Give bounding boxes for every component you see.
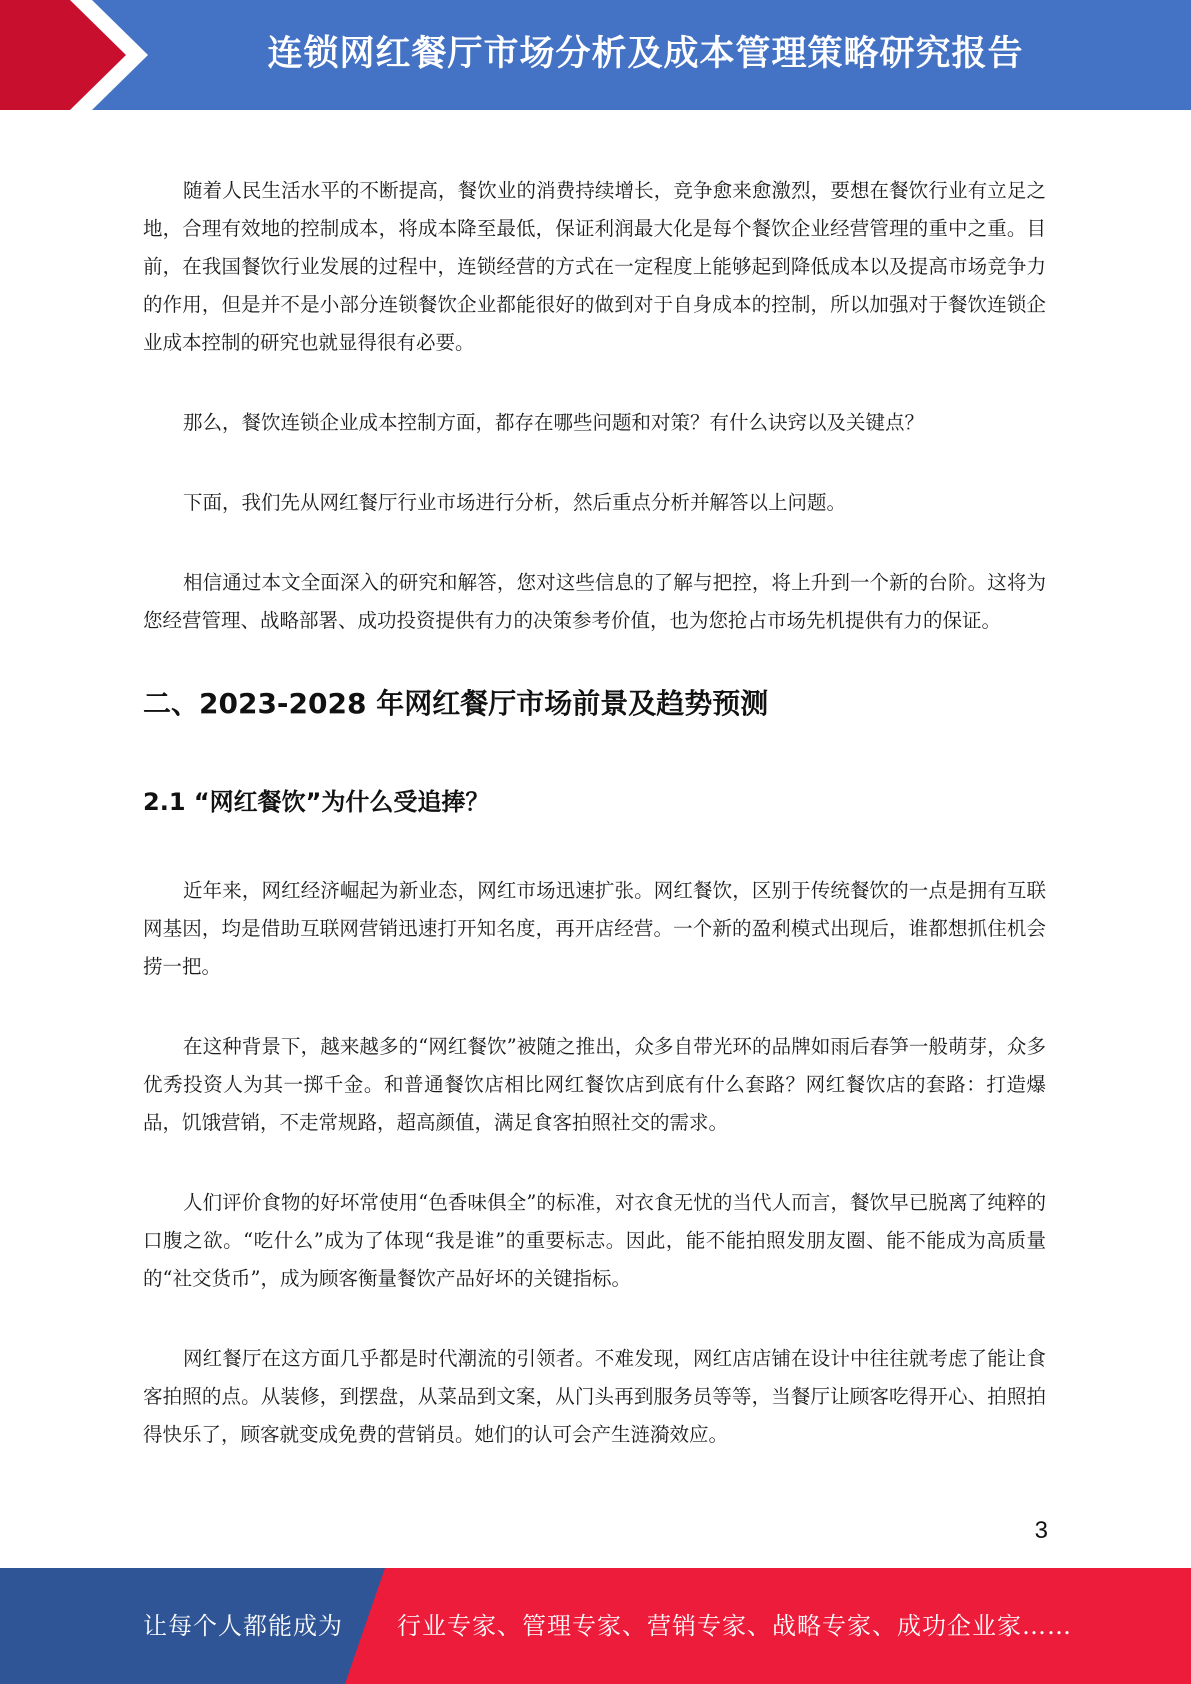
body-paragraph-3: 人们评价食物的好坏常使用“色香味俱全”的标准，对衣食无忧的当代人而言，餐饮早已脱离了纯粹的口腹之欲。“吃什么”成为了体现“我是谁”的重要标志。因此，能不能拍照发朋友圈、能不能成为高质量的“社交货币”，成为顾客衡量餐饮产品好坏的关键指标。 (143, 1191, 1046, 1290)
footer-slogan-right: 行业专家、管理专家、营销专家、战略专家、成功企业家…… (397, 1612, 1072, 1640)
page-number: 3 (1034, 1517, 1048, 1544)
chevron-right-icon (0, 0, 160, 110)
body-paragraph-1: 近年来，网红经济崛起为新业态，网红市场迅速扩张。网红餐饮，区别于传统餐饮的一点是拥有互联网基因，均是借助互联网营销迅速打开知名度，再开店经营。一个新的盈利模式出现后，谁都想抓住机会捞一把。 (143, 879, 1046, 978)
page-footer-banner (0, 1568, 1191, 1684)
footer-slogan-left: 让每个人都能成为 (143, 1612, 343, 1640)
intro-paragraph-2: 那么，餐饮连锁企业成本控制方面，都存在哪些问题和对策？有什么诀窍以及关键点？ (183, 411, 925, 434)
intro-paragraph-1: 随着人民生活水平的不断提高，餐饮业的消费持续增长，竞争愈来愈激烈，要想在餐饮行业有立足之地，合理有效地的控制成本，将成本降至最低，保证利润最大化是每个餐饮企业经营管理的重中之重。目前，在我国餐饮行业发展的过程中，连锁经营的方式在一定程度上能够起到降低成本以及提高市场竞争力的作用，但是并不是小部分连锁餐饮企业都能很好的做到对于自身成本的控制，所以加强对于餐饮连锁企业成本控制的研究也就显得很有必要。 (143, 179, 1046, 354)
page-header-banner (0, 0, 1191, 110)
section-heading: 二、2023-2028 年网红餐厅市场前景及趋势预测 (143, 687, 769, 720)
intro-paragraph-4: 相信通过本文全面深入的研究和解答，您对这些信息的了解与把控，将上升到一个新的台阶。这将为您经营管理、战略部署、成功投资提供有力的决策参考价值，也为您抢占市场先机提供有力的保证。 (143, 571, 1046, 632)
report-title: 连锁网红餐厅市场分析及成本管理策略研究报告 (267, 34, 1024, 74)
intro-paragraph-3: 下面，我们先从网红餐厅行业市场进行分析，然后重点分析并解答以上问题。 (183, 491, 847, 514)
subsection-heading: 2.1 “网红餐饮”为什么受追捧？ (143, 788, 490, 816)
document-body (143, 172, 1046, 1454)
body-paragraph-4: 网红餐厅在这方面几乎都是时代潮流的引领者。不难发现，网红店店铺在设计中往往就考虑了能让食客拍照的点。从装修，到摆盘，从菜品到文案，从门头再到服务员等等，当餐厅让顾客吃得开心、拍照拍得快乐了，顾客就变成免费的营销员。她们的认可会产生涟漪效应。 (143, 1347, 1046, 1446)
body-paragraph-2: 在这种背景下，越来越多的“网红餐饮”被随之推出，众多自带光环的品牌如雨后春笋一般萌芽，众多优秀投资人为其一掷千金。和普通餐饮店相比网红餐饮店到底有什么套路？网红餐饮店的套路：打造爆品，饥饿营销，不走常规路，超高颜值，满足食客拍照社交的需求。 (143, 1035, 1046, 1134)
